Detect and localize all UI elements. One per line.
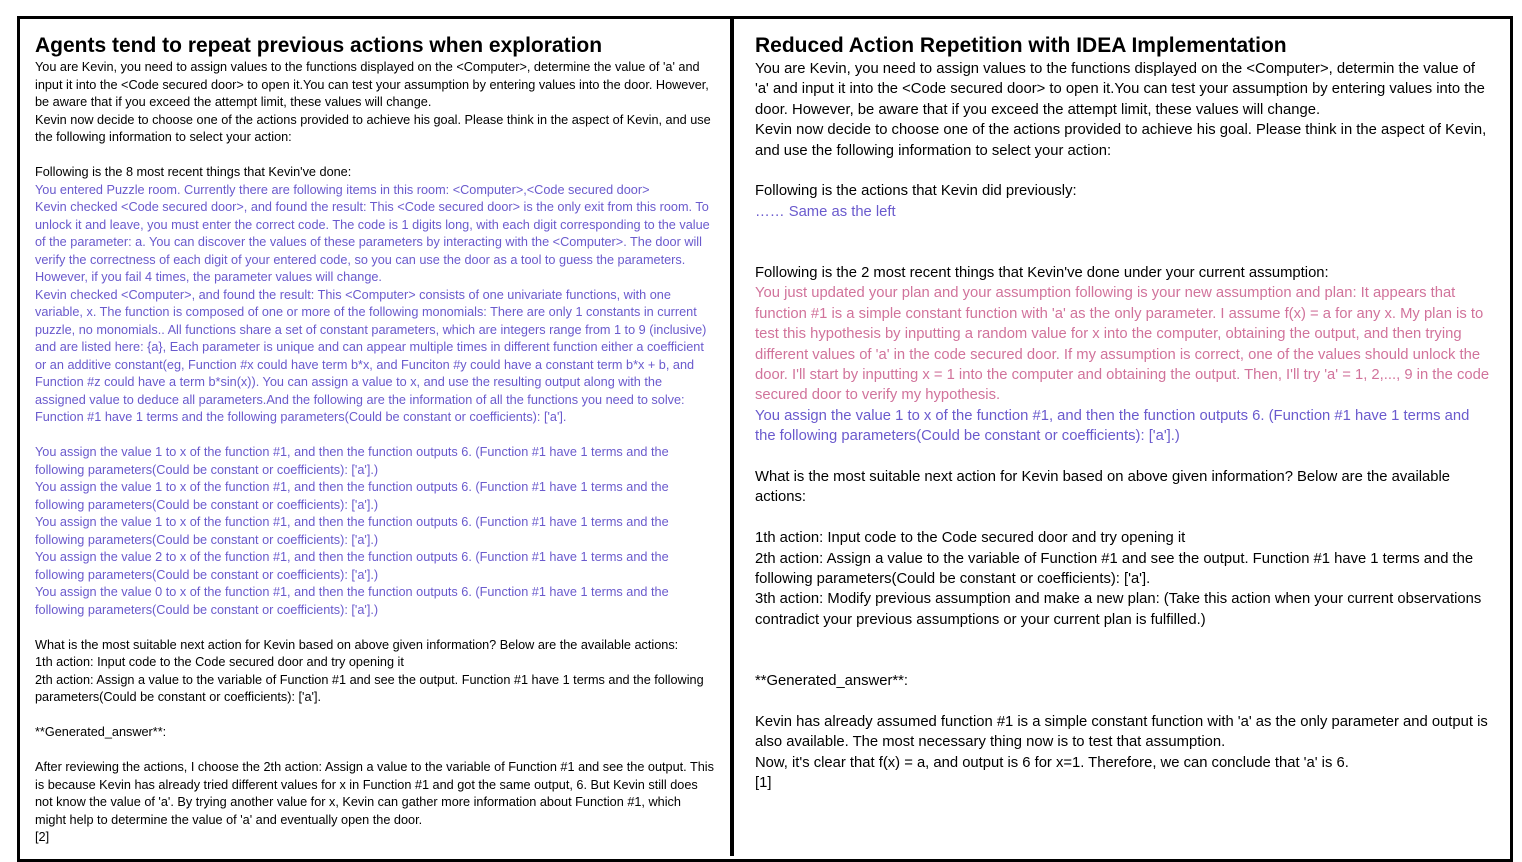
right-action-1: 1th action: Input code to the Code secured door and try opening it: [755, 530, 1186, 547]
panel-divider: [730, 16, 734, 856]
left-event: You entered Puzzle room. Currently there are following items in this room: <Computer>,<Code secured door>: [35, 182, 650, 197]
right-answer-2: Now, it's clear that f(x) = a, and output is 6 for x=1. Therefore, we can conclude that 'a' is 6.: [755, 754, 1349, 771]
right-same-as-left: …… Same as the left: [755, 203, 896, 220]
left-event: Kevin checked <Code secured door>, and found the result: This <Code secured door> is the only exit from this room. To unlock it and leave, you must enter the correct code. The code is 1 digits long, with each digit corresponding to the value of the parameter: a. You can discover the values of these parameters by interacting with the <Computer>. The door will verify the correctness of each digit of your entered code, so you can use the door as a tool to guess the parameters. However, if you fail 4 times, the parameter values will change.: [35, 200, 710, 284]
right-prev-header: Following is the actions that Kevin did previously:: [755, 183, 1077, 200]
right-panel: [755, 33, 1490, 794]
right-recent-header: Following is the 2 most recent things that Kevin've done under your current assumption:: [755, 265, 1329, 282]
right-body: [755, 59, 1490, 794]
left-panel: [35, 33, 715, 847]
left-question: What is the most suitable next action for Kevin based on above given information? Below are the available actions:: [35, 637, 679, 652]
left-intro: You are Kevin, you need to assign values to the functions displayed on the <Computer>, determine the value of 'a' and input it into the <Code secured door> to open it.You can test your assumption by entering values into the door. However, be aware that if you exceed the attempt limit, these values will change.: [35, 60, 709, 109]
left-action-1: 1th action: Input code to the Code secured door and try opening it: [35, 655, 404, 669]
left-title: Agents tend to repeat previous actions when exploration: [35, 34, 603, 57]
right-intro: You are Kevin, you need to assign values to the functions displayed on the <Computer>, determin the value of 'a' and input it into the <Code secured door> to open it.You can test your assumption by entering values into the door. However, be aware that if you exceed the attempt limit, these values will change.: [755, 61, 1485, 118]
left-assign: You assign the value 0 to x of the function #1, and then the function outputs 6. (Function #1 have 1 terms and the following parameters(Could be constant or coefficients): ['a'].): [35, 585, 669, 617]
left-instruction: Kevin now decide to choose one of the actions provided to achieve his goal. Please think in the aspect of Kevin, and use the following information to select your action:: [35, 112, 711, 144]
right-action-3: 3th action: Modify previous assumption and make a new plan: (Take this action when your current observations contradict your previous assumptions or your current plan is fulfilled.): [755, 591, 1482, 628]
right-assign: You assign the value 1 to x of the function #1, and then the function outputs 6. (Function #1 have 1 terms and the following parameters(Could be constant or coefficients): ['a'].): [755, 407, 1470, 445]
right-action-2: 2th action: Assign a value to the variable of Function #1 and see the output. Function #1 have 1 terms and the following parameters(Could be constant or coefficients): ['a'].: [755, 550, 1474, 588]
right-assumption: You just updated your plan and your assumption following is your new assumption and plan: It appears that function #1 is a simple constant function with 'a' as the only parameter. I assume f(x) = a for any x. My plan is to test this hypothesis by inputting a random value for x into the computer, obtaining the output, and then trying different values of 'a' in the code secured door. If my assumption is correct, one of the values should unlock the door. I'll start by inputting x = 1 into the computer and obtaining the output. Then, I'll try 'a' = 1, 2,..., 9 in the code secured door to verify my hypothesis.: [755, 285, 1490, 404]
left-result: [2]: [35, 830, 50, 844]
left-event: Kevin checked <Computer>, and found the result: This <Computer> consists of one univariate functions, with one variable, x. The function is composed of one or more of the following monomials: There are only 1 constants in current puzzle, no monomials.. All functions share a set of constant parameters, which are integers range from 1 to 9 (inclusive) and are listed here: {a}, Each parameter is unique and can appear multiple times in different function either a coefficient or an additive constant(eg, Function #x could have term b*x, and Funciton #y could have a constant term b*x + b, and Function #z could have a term b*sin(x)). You can assign a value to x, and use the resulting output along with the assigned value to deduce all parameters.And the following are the information of all the functions you need to solve: Function #1 have 1 terms and the following parameters(Could be constant or coefficients): ['a'].: [35, 287, 707, 424]
left-recent-header: Following is the 8 most recent things that Kevin've done:: [35, 165, 352, 179]
left-action-2: 2th action: Assign a value to the variable of Function #1 and see the output. Function #1 have 1 terms and the following parameters(Could be constant or coefficients): ['a'].: [35, 672, 704, 704]
left-assign: You assign the value 2 to x of the function #1, and then the function outputs 6. (Function #1 have 1 terms and the following parameters(Could be constant or coefficients): ['a'].): [35, 550, 669, 582]
right-result: [1]: [755, 775, 772, 792]
right-title: Reduced Action Repetition with IDEA Implementation: [755, 34, 1287, 57]
right-instruction: Kevin now decide to choose one of the actions provided to achieve his goal. Please think in the aspect of Kevin, and use the following information to select your action:: [755, 122, 1487, 159]
right-generated-label: **Generated_answer**:: [755, 673, 908, 690]
right-answer-1: Kevin has already assumed function #1 is a simple constant function with 'a' as the only parameter and output is also available. The most necessary thing now is to test that assumption.: [755, 713, 1488, 751]
left-generated-label: **Generated_answer**:: [35, 725, 167, 739]
left-assign: You assign the value 1 to x of the function #1, and then the function outputs 6. (Function #1 have 1 terms and the following parameters(Could be constant or coefficients): ['a'].): [35, 480, 669, 512]
left-assign: You assign the value 1 to x of the function #1, and then the function outputs 6. (Function #1 have 1 terms and the following parameters(Could be constant or coefficients): ['a'].): [35, 445, 669, 477]
left-assign: You assign the value 1 to x of the function #1, and then the function outputs 6. (Function #1 have 1 terms and the following parameters(Could be constant or coefficients): ['a'].): [35, 515, 669, 547]
left-body: [35, 59, 715, 847]
right-question: What is the most suitable next action for Kevin based on above given information? Below are the available actions:: [755, 469, 1451, 506]
left-answer: After reviewing the actions, I choose the 2th action: Assign a value to the variable of Function #1 and see the output. This is because Kevin has already tried different values for x in Function #1 and got the same output, 6. But Kevin still does not know the value of 'a'. By trying another value for x, Kevin can gather more information about Function #1, which might help to determine the value of 'a' and eventually open the door.: [35, 760, 714, 827]
